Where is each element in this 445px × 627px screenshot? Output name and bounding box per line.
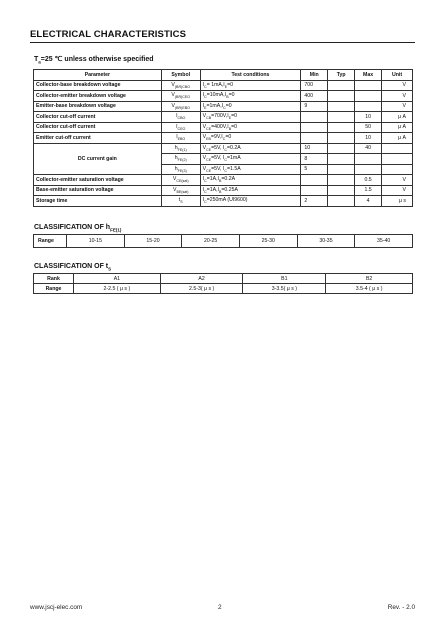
symbol-subscript: (BR)EBO xyxy=(174,105,190,110)
symbol-text: V xyxy=(172,176,177,183)
condition-text: V xyxy=(202,144,207,151)
test-condition-cell xyxy=(200,185,301,196)
min-cell xyxy=(301,122,328,133)
symbol-subscript: FE(3) xyxy=(177,168,187,173)
ts-classification-table xyxy=(33,273,413,294)
rank-cell: A1 xyxy=(74,274,161,284)
symbol-text: h xyxy=(174,144,178,151)
table-row xyxy=(34,274,413,284)
max-cell: 10 xyxy=(355,112,382,123)
header-min: Min xyxy=(301,70,328,81)
hfe-classification-table xyxy=(33,234,413,248)
condition-subscript: B xyxy=(228,126,232,131)
page-title: ELECTRICAL CHARACTERISTICS xyxy=(30,29,187,40)
typ-cell xyxy=(328,154,355,165)
test-condition-cell xyxy=(200,112,301,123)
table-row xyxy=(34,122,413,133)
hfe-range-cell: 20-25 xyxy=(182,235,240,248)
test-condition-cell xyxy=(200,143,301,154)
electrical-characteristics-table xyxy=(33,69,413,207)
max-cell: 50 xyxy=(355,122,382,133)
min-cell: 2 xyxy=(301,196,328,207)
condition-subscript: C xyxy=(204,179,207,184)
header-typ: Typ xyxy=(328,70,355,81)
condition-text: I xyxy=(202,81,205,88)
symbol-cell xyxy=(161,80,200,91)
symbol-cell xyxy=(161,164,200,175)
unit-cell xyxy=(382,164,413,175)
symbol-subscript: FE(1) xyxy=(177,147,187,152)
test-condition-cell xyxy=(200,154,301,165)
typ-cell xyxy=(328,196,355,207)
footer-revision: Rev. - 2.0 xyxy=(387,604,415,611)
condition-text: =0 xyxy=(231,113,238,120)
test-condition-cell xyxy=(200,122,301,133)
condition-text: V xyxy=(202,123,207,130)
unit-cell: μ s xyxy=(382,196,413,207)
condition-subscript: EB xyxy=(206,137,211,142)
condition-text: =0.2A xyxy=(221,176,236,183)
max-cell: 4 xyxy=(355,196,382,207)
condition-text: =1.5A xyxy=(226,165,241,172)
condition-subscript: E xyxy=(204,105,207,110)
condition-subscript: B xyxy=(226,95,229,100)
condition-text: =9V,I xyxy=(210,134,223,141)
condition-text: I xyxy=(202,186,205,193)
condition-text: V xyxy=(202,134,207,141)
condition-text: I xyxy=(202,102,205,109)
condition-subscript: CB xyxy=(206,116,212,121)
condition-text: I xyxy=(202,92,205,99)
condition-subscript: C xyxy=(224,168,227,173)
min-cell: 9 xyxy=(301,101,328,112)
ts-range-cell: 3-3.5( μ s ) xyxy=(243,284,326,294)
ts-range-cell: 2.5-3( μ s ) xyxy=(160,284,243,294)
header-test-conditions: Test conditions xyxy=(200,70,301,81)
parameter-cell: Base-emitter saturation voltage xyxy=(34,185,162,196)
symbol-text: I xyxy=(176,134,178,141)
unit-cell: V xyxy=(382,185,413,196)
unit-cell: μ A xyxy=(382,112,413,123)
unit-cell: μ A xyxy=(382,133,413,144)
max-cell: 40 xyxy=(355,143,382,154)
table-row xyxy=(34,91,413,102)
symbol-cell xyxy=(161,154,200,165)
condition-subscript: CE xyxy=(206,147,212,152)
max-cell xyxy=(355,164,382,175)
test-condition-cell xyxy=(200,101,301,112)
max-cell xyxy=(355,101,382,112)
table-row xyxy=(34,235,413,248)
symbol-text: V xyxy=(172,186,177,193)
range-label: Range xyxy=(34,235,67,248)
condition-text: =0 xyxy=(231,123,238,130)
table-row xyxy=(34,185,413,196)
condition-subscript: C xyxy=(223,105,226,110)
symbol-cell xyxy=(161,133,200,144)
condition-text: =0 xyxy=(228,92,235,99)
header-unit: Unit xyxy=(382,70,413,81)
unit-cell xyxy=(382,143,413,154)
symbol-text: V xyxy=(171,81,175,88)
table-row xyxy=(34,196,413,207)
ts-range-cell: 2-2.5 ( μ s ) xyxy=(74,284,161,294)
unit-cell xyxy=(382,154,413,165)
condition-text: =5V, I xyxy=(211,144,225,151)
condition-text: V xyxy=(202,165,207,172)
symbol-subscript: S xyxy=(180,200,183,205)
symbol-cell xyxy=(161,143,200,154)
range-label: Range xyxy=(34,284,74,294)
hfe-classification-heading: CLASSIFICATION OF $h_{FE(1)}$ xyxy=(34,224,122,233)
condition-text: =5V, I xyxy=(211,165,225,172)
min-cell xyxy=(301,133,328,144)
condition-subscript: B xyxy=(218,189,222,194)
ts-classification-heading: CLASSIFICATION OF $t_S$ xyxy=(34,263,112,272)
parameter-cell: Emitter-base breakdown voltage xyxy=(34,101,162,112)
symbol-subscript: (BR)CBO xyxy=(174,84,191,89)
condition-subscript: C xyxy=(204,84,207,89)
parameter-cell: Collector-base breakdown voltage xyxy=(34,80,162,91)
min-cell: 8 xyxy=(301,154,328,165)
table-row xyxy=(34,112,413,123)
typ-cell xyxy=(328,133,355,144)
table-row xyxy=(34,143,413,154)
unit-cell: V xyxy=(382,101,413,112)
max-cell: 1.5 xyxy=(355,185,382,196)
typ-cell xyxy=(328,164,355,175)
unit-cell: V xyxy=(382,175,413,186)
condition-text: =400V,I xyxy=(211,123,229,130)
symbol-subscript: (BR)CEO xyxy=(174,95,191,100)
symbol-subscript: FE(2) xyxy=(177,158,187,163)
test-condition-cell xyxy=(200,133,301,144)
symbol-cell xyxy=(161,185,200,196)
condition-subscript: C xyxy=(222,137,226,142)
hfe-range-cell: 35-40 xyxy=(355,235,413,248)
condition-subscript: CE xyxy=(206,158,212,163)
symbol-text: t xyxy=(178,197,181,204)
max-cell xyxy=(355,91,382,102)
footer-page-number: 2 xyxy=(218,604,222,611)
typ-cell xyxy=(328,185,355,196)
symbol-text: I xyxy=(176,113,178,120)
test-condition-cell xyxy=(200,164,301,175)
symbol-text: V xyxy=(171,102,175,109)
unit-cell: V xyxy=(382,80,413,91)
parameter-cell: Collector-emitter saturation voltage xyxy=(34,175,162,186)
table-row xyxy=(34,80,413,91)
condition-subscript: E xyxy=(228,116,232,121)
condition-text: =0.2A xyxy=(226,144,241,151)
condition-text: =0.25A xyxy=(221,186,238,193)
ts-range-cell: 3.5-4 ( μ s ) xyxy=(326,284,413,294)
symbol-text: V xyxy=(171,92,175,99)
symbol-subscript: BE(sat) xyxy=(176,189,189,194)
min-cell xyxy=(301,112,328,123)
rank-cell: B2 xyxy=(326,274,413,284)
min-cell xyxy=(301,175,328,186)
unit-cell: V xyxy=(382,91,413,102)
symbol-subscript: CBO xyxy=(177,116,186,121)
rank-cell: B1 xyxy=(243,274,326,284)
typ-cell xyxy=(328,175,355,186)
condition-text: =1A,I xyxy=(206,176,219,183)
table-row xyxy=(34,284,413,294)
max-cell xyxy=(355,80,382,91)
symbol-subscript: EBO xyxy=(177,137,186,142)
min-cell: 400 xyxy=(301,91,328,102)
condition-subscript: CE xyxy=(206,168,212,173)
table-header-row xyxy=(34,70,413,81)
parameter-cell: Collector-emitter breakdown voltage xyxy=(34,91,162,102)
symbol-text: I xyxy=(176,123,178,130)
min-cell: 10 xyxy=(301,143,328,154)
condition-text: =250mA (UI9600) xyxy=(206,197,248,204)
condition-text: =5V, I xyxy=(211,155,225,162)
test-condition-cell xyxy=(200,175,301,186)
test-condition-cell xyxy=(200,80,301,91)
typ-cell xyxy=(328,122,355,133)
condition-subscript: C xyxy=(224,147,227,152)
condition-text: =10mA,I xyxy=(206,92,227,99)
test-condition-cell xyxy=(200,91,301,102)
symbol-cell xyxy=(161,175,200,186)
min-cell xyxy=(301,185,328,196)
min-cell: 5 xyxy=(301,164,328,175)
condition-subscript: B xyxy=(218,179,222,184)
parameter-cell: DC current gain xyxy=(34,143,162,175)
footer-website: www.jscj-elec.com xyxy=(30,604,83,611)
typ-cell xyxy=(328,80,355,91)
condition-text: =1mA xyxy=(226,155,241,162)
symbol-cell xyxy=(161,122,200,133)
symbol-subscript: CE(sat) xyxy=(176,179,189,184)
table-row xyxy=(34,175,413,186)
symbol-cell xyxy=(161,101,200,112)
typ-cell xyxy=(328,143,355,154)
condition-text: V xyxy=(202,155,207,162)
parameter-cell: Emitter cut-off current xyxy=(34,133,162,144)
hfe-range-cell: 25-30 xyxy=(239,235,297,248)
condition-subscript: C xyxy=(224,158,227,163)
max-cell: 0.5 xyxy=(355,175,382,186)
symbol-cell xyxy=(161,112,200,123)
condition-text: = 1mA,I xyxy=(206,81,225,88)
condition-text: =1A,I xyxy=(206,186,219,193)
typ-cell xyxy=(328,112,355,123)
condition-text: I xyxy=(202,176,205,183)
symbol-text: h xyxy=(174,155,178,162)
rank-label: Rank xyxy=(34,274,74,284)
hfe-range-cell: 10-15 xyxy=(67,235,125,248)
max-cell: 10 xyxy=(355,133,382,144)
condition-text: =0 xyxy=(225,134,232,141)
condition-subscript: E xyxy=(224,84,228,89)
header-parameter: Parameter xyxy=(34,70,162,81)
condition-text: =0 xyxy=(227,81,234,88)
condition-text: =700V,I xyxy=(211,113,229,120)
parameter-cell: Collector cut-off current xyxy=(34,122,162,133)
condition-subscript: C xyxy=(204,200,207,205)
table-row xyxy=(34,133,413,144)
hfe-range-cell: 30-35 xyxy=(297,235,355,248)
rank-cell: A2 xyxy=(160,274,243,284)
symbol-text: h xyxy=(174,165,178,172)
max-cell xyxy=(355,154,382,165)
condition-text: V xyxy=(202,113,207,120)
condition-subscript: C xyxy=(204,95,207,100)
condition-text: =1mA,I xyxy=(206,102,224,109)
table-row xyxy=(34,101,413,112)
hfe-range-cell: 15-20 xyxy=(124,235,182,248)
typ-cell xyxy=(328,91,355,102)
test-conditions-note: $T_a=25$ ℃ unless otherwise specified xyxy=(34,56,154,65)
typ-cell xyxy=(328,101,355,112)
symbol-subscript: CEO xyxy=(177,126,186,131)
header-max: Max xyxy=(355,70,382,81)
condition-text: =0 xyxy=(225,102,232,109)
parameter-cell: Collector cut-off current xyxy=(34,112,162,123)
title-divider xyxy=(30,42,415,43)
test-condition-cell xyxy=(200,196,301,207)
condition-text: I xyxy=(202,197,205,204)
min-cell: 700 xyxy=(301,80,328,91)
parameter-cell: Storage time xyxy=(34,196,162,207)
header-symbol: Symbol xyxy=(161,70,200,81)
unit-cell: μ A xyxy=(382,122,413,133)
condition-subscript: CE xyxy=(206,126,212,131)
symbol-cell xyxy=(161,196,200,207)
condition-subscript: C xyxy=(204,189,207,194)
symbol-cell xyxy=(161,91,200,102)
